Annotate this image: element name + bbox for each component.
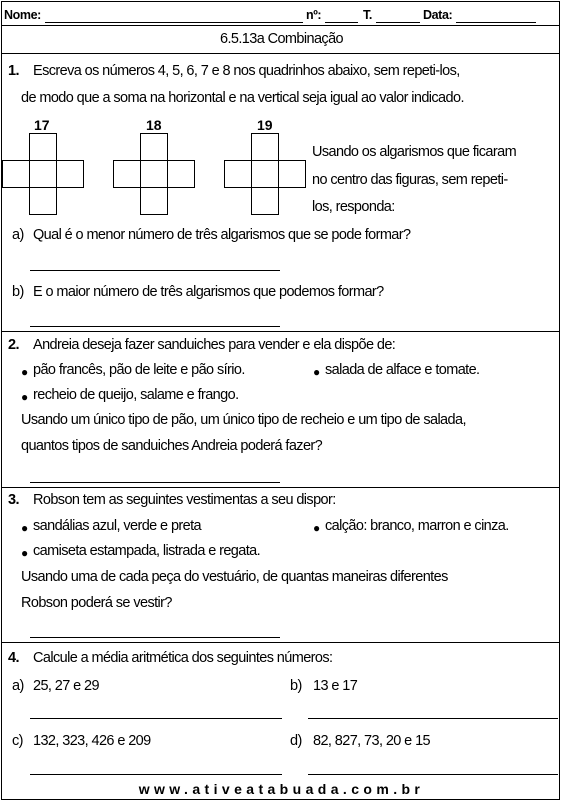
class-field[interactable]: [376, 22, 420, 23]
figure-1-sum: 17: [34, 117, 50, 133]
figure-3-sum: 19: [257, 117, 273, 133]
figure-1-cell-center[interactable]: [29, 160, 57, 188]
q3-item-3: camiseta estampada, listrada e regata.: [33, 543, 261, 559]
q3-statement-line2: Usando uma de cada peça do vestuário, de quantas maneiras diferentes: [21, 569, 448, 585]
figure-1-cell-right[interactable]: [56, 160, 84, 188]
q2-statement-line1: Andreia deseja fazer sanduiches para vender e ela dispõe de:: [33, 337, 396, 353]
figure-2-sum: 18: [146, 117, 162, 133]
q1-statement-line1: Escreva os números 4, 5, 6, 7 e 8 nos quadrinhos abaixo, sem repeti-los,: [33, 63, 460, 79]
page-title: 6.5.13a Combinação: [219, 31, 343, 47]
figure-2-cell-right[interactable]: [167, 160, 195, 188]
figure-2-cell-left[interactable]: [113, 160, 141, 188]
figure-1-cell-left[interactable]: [2, 160, 30, 188]
q3-bullet-3: ●: [21, 546, 29, 560]
q2-item-3: recheio de queijo, salame e frango.: [33, 387, 239, 403]
q4-b-label: b): [290, 678, 302, 694]
figure-1-cell-top[interactable]: [29, 133, 57, 161]
q3-item-1: sandálias azul, verde e preta: [33, 518, 201, 534]
name-label: Nome:: [4, 8, 41, 22]
q1-side-text-line3: los, responda:: [312, 199, 395, 215]
q4-c-answer-line[interactable]: [30, 774, 282, 775]
q1-a-label: a): [12, 227, 24, 243]
date-label: Data:: [423, 8, 453, 22]
figure-1-cell-bottom[interactable]: [29, 187, 57, 215]
q4-number: 4.: [8, 650, 19, 666]
figure-2-cell-top[interactable]: [140, 133, 168, 161]
q2-bullet-1: ●: [21, 365, 29, 379]
class-label: T.: [363, 8, 372, 22]
q4-a-label: a): [12, 678, 24, 694]
name-field[interactable]: [45, 22, 303, 23]
q1-a-answer-line[interactable]: [30, 270, 280, 271]
q2-answer-line[interactable]: [30, 482, 280, 483]
figure-3-cell-right[interactable]: [278, 160, 306, 188]
q1-side-text-line1: Usando os algarismos que ficaram: [312, 144, 517, 160]
number-label: nº:: [306, 8, 322, 22]
q2-item-1: pão francês, pão de leite e pão sírio.: [33, 362, 245, 378]
q2-divider: [1, 487, 560, 488]
footer-website: www.ativeatabuada.com.br: [138, 781, 425, 797]
q3-statement-line1: Robson tem as seguintes vestimentas a seu dispor:: [33, 492, 336, 508]
q2-statement-line2: Usando um único tipo de pão, um único tipo de recheio e um tipo de salada,: [21, 412, 466, 428]
figure-3-cell-left[interactable]: [224, 160, 252, 188]
q1-number: 1.: [8, 63, 19, 79]
q2-statement-line3: quantos tipos de sanduiches Andreia poderá fazer?: [21, 438, 323, 454]
title-divider: [1, 53, 560, 54]
figure-2-cell-center[interactable]: [140, 160, 168, 188]
q3-bullet-1: ●: [21, 521, 29, 535]
figure-3-cell-top[interactable]: [251, 133, 279, 161]
q1-b-answer-line[interactable]: [30, 326, 280, 327]
q4-d-label: d): [290, 733, 302, 749]
q3-item-2: calção: branco, marron e cinza.: [325, 518, 509, 534]
q4-d-answer-line[interactable]: [308, 774, 558, 775]
figure-3-cell-bottom[interactable]: [251, 187, 279, 215]
q2-bullet-2: ●: [313, 365, 321, 379]
q3-number: 3.: [8, 492, 19, 508]
figure-2-cell-bottom[interactable]: [140, 187, 168, 215]
q3-statement-line3: Robson poderá se vestir?: [21, 595, 172, 611]
date-field[interactable]: [456, 22, 536, 23]
header-divider: [1, 25, 560, 26]
q4-a-text: 25, 27 e 29: [33, 678, 99, 694]
q2-bullet-3: ●: [21, 390, 29, 404]
q4-statement: Calcule a média aritmética dos seguintes números:: [33, 650, 333, 666]
q1-statement-line2: de modo que a soma na horizontal e na vertical seja igual ao valor indicado.: [21, 90, 464, 106]
q3-bullet-2: ●: [313, 521, 321, 535]
q3-answer-line[interactable]: [30, 637, 280, 638]
q1-side-text-line2: no centro das figuras, sem repeti-: [312, 172, 508, 188]
q3-divider: [1, 642, 560, 643]
q4-b-text: 13 e 17: [313, 678, 358, 694]
q4-d-text: 82, 827, 73, 20 e 15: [313, 733, 430, 749]
q1-divider: [1, 331, 560, 332]
q2-item-2: salada de alface e tomate.: [325, 362, 480, 378]
q4-c-label: c): [12, 733, 23, 749]
q1-b-label: b): [12, 284, 24, 300]
q2-number: 2.: [8, 337, 19, 353]
q1-b-text: E o maior número de três algarismos que podemos formar?: [33, 284, 384, 300]
q1-a-text: Qual é o menor número de três algarismos que se pode formar?: [33, 227, 411, 243]
number-field[interactable]: [325, 22, 358, 23]
q4-a-answer-line[interactable]: [30, 718, 282, 719]
q4-b-answer-line[interactable]: [308, 718, 558, 719]
q4-c-text: 132, 323, 426 e 209: [33, 733, 151, 749]
figure-3-cell-center[interactable]: [251, 160, 279, 188]
